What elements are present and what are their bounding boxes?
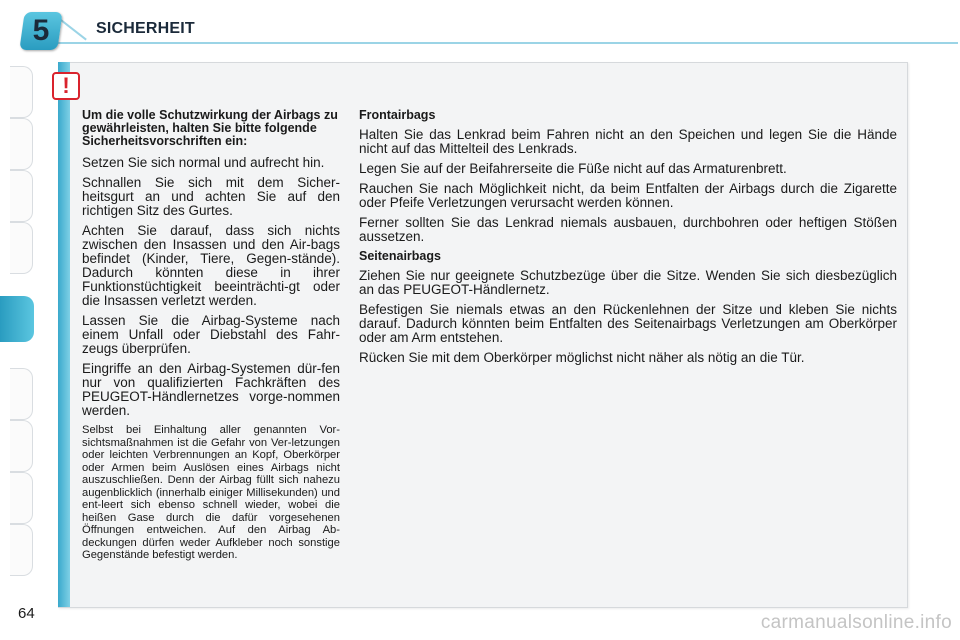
rule-paragraph: Schnallen Sie sich mit dem Sicher-heitsgurt an und achten Sie auf den richtigen Sitz des Gurtes.	[82, 175, 340, 218]
rule-paragraph: Setzen Sie sich normal und aufrecht hin.	[82, 155, 325, 170]
chapter-tab-5-active[interactable]	[0, 296, 34, 342]
section-title: SICHERHEIT	[96, 20, 195, 37]
side-airbags-paragraph: Befestigen Sie niemals etwas an den Rückenlehnen der Sitze und kleben Sie nichts darauf. Dadurch könnten beim Entfalten des Seitenairbags Verletzungen am Oberkörper oder am Arm entstehen.	[359, 302, 897, 345]
front-airbags-paragraph: Ferner sollten Sie das Lenkrad niemals ausbauen, durchbohren oder heftigen Stößen aussetzen.	[359, 215, 897, 244]
chapter-tab-2[interactable]	[10, 118, 33, 170]
front-airbags-heading: Frontairbags	[359, 108, 436, 122]
chapter-tab-7[interactable]	[10, 420, 33, 472]
rule-paragraph: Eingriffe an den Airbag-Systemen dür-fen nur von qualifizierten Fachkräften des PEUGEOT-Händlernetzes vorge-nommen werden.	[82, 361, 340, 418]
right-column	[359, 109, 897, 371]
watermark: carmanualsonline.info	[760, 612, 952, 633]
side-airbags-paragraph: Rücken Sie mit dem Oberkörper möglichst nicht näher als nötig an die Tür.	[359, 350, 805, 365]
left-column	[82, 109, 340, 568]
chapter-tab-1[interactable]	[10, 66, 33, 118]
warning-note: Selbst bei Einhaltung aller genannten Vor-sichtsmaßnahmen ist die Gefahr von Ver-letzungen oder leichten Verbrennungen an Kopf, Oberkörper oder Armen beim Auslösen eines Airbags nicht auszuschließen. Denn der Airbag füllt sich nahezu augenblicklich (innerhalb einiger Millisekunden) und ent-leert sich ebenso schnell wieder, wobei die heißen Gase durch die dafür vorgesehenen Öffnungen entweichen. Auf den Airbag Ab-deckungen dürfen weder Aufkleber noch sonstige Gegenstände befestigt werden.	[82, 424, 340, 561]
chapter-tab-4[interactable]	[10, 222, 33, 274]
page-number: 64	[18, 605, 35, 622]
rule-paragraph: Achten Sie darauf, dass sich nichts zwischen den Insassen und den Air-bags befindet (Kinder, Tiere, Gegen-stände). Dadurch könnten diese in ihrer Funktionstüchtigkeit beeinträchti-gt oder die Insassen verletzt werden.	[82, 223, 340, 308]
chapter-tab-8[interactable]	[10, 472, 33, 524]
front-airbags-paragraph: Legen Sie auf der Beifahrerseite die Füße nicht auf das Armaturenbrett.	[359, 161, 787, 176]
warning-icon: !	[52, 72, 80, 100]
chapter-tab-9[interactable]	[10, 524, 33, 576]
header-rule	[58, 42, 958, 44]
safety-rules-heading: Um die volle Schutzwirkung der Airbags zu gewährleisten, halten Sie bitte folgende Sicherheitsvorschriften ein:	[82, 108, 338, 148]
side-airbags-heading: Seitenairbags	[359, 249, 441, 263]
chapter-tab-6[interactable]	[10, 368, 33, 420]
front-airbags-paragraph: Halten Sie das Lenkrad beim Fahren nicht an den Speichen und legen Sie die Hände nicht auf das Mittelteil des Lenkrads.	[359, 127, 897, 156]
chapter-number: 5	[32, 14, 50, 47]
rule-paragraph: Lassen Sie die Airbag-Systeme nach einem Unfall oder Diebstahl des Fahr-zeugs überprüfen.	[82, 313, 340, 356]
side-airbags-paragraph: Ziehen Sie nur geeignete Schutzbezüge über die Sitze. Wenden Sie sich diesbezüglich an das PEUGEOT-Händlernetz.	[359, 268, 897, 297]
chapter-tab-3[interactable]	[10, 170, 33, 222]
panel-accent-bar	[58, 62, 70, 607]
front-airbags-paragraph: Rauchen Sie nach Möglichkeit nicht, da beim Entfalten der Airbags durch die Zigarette oder Pfeife Verletzungen verursacht werden können.	[359, 181, 897, 210]
